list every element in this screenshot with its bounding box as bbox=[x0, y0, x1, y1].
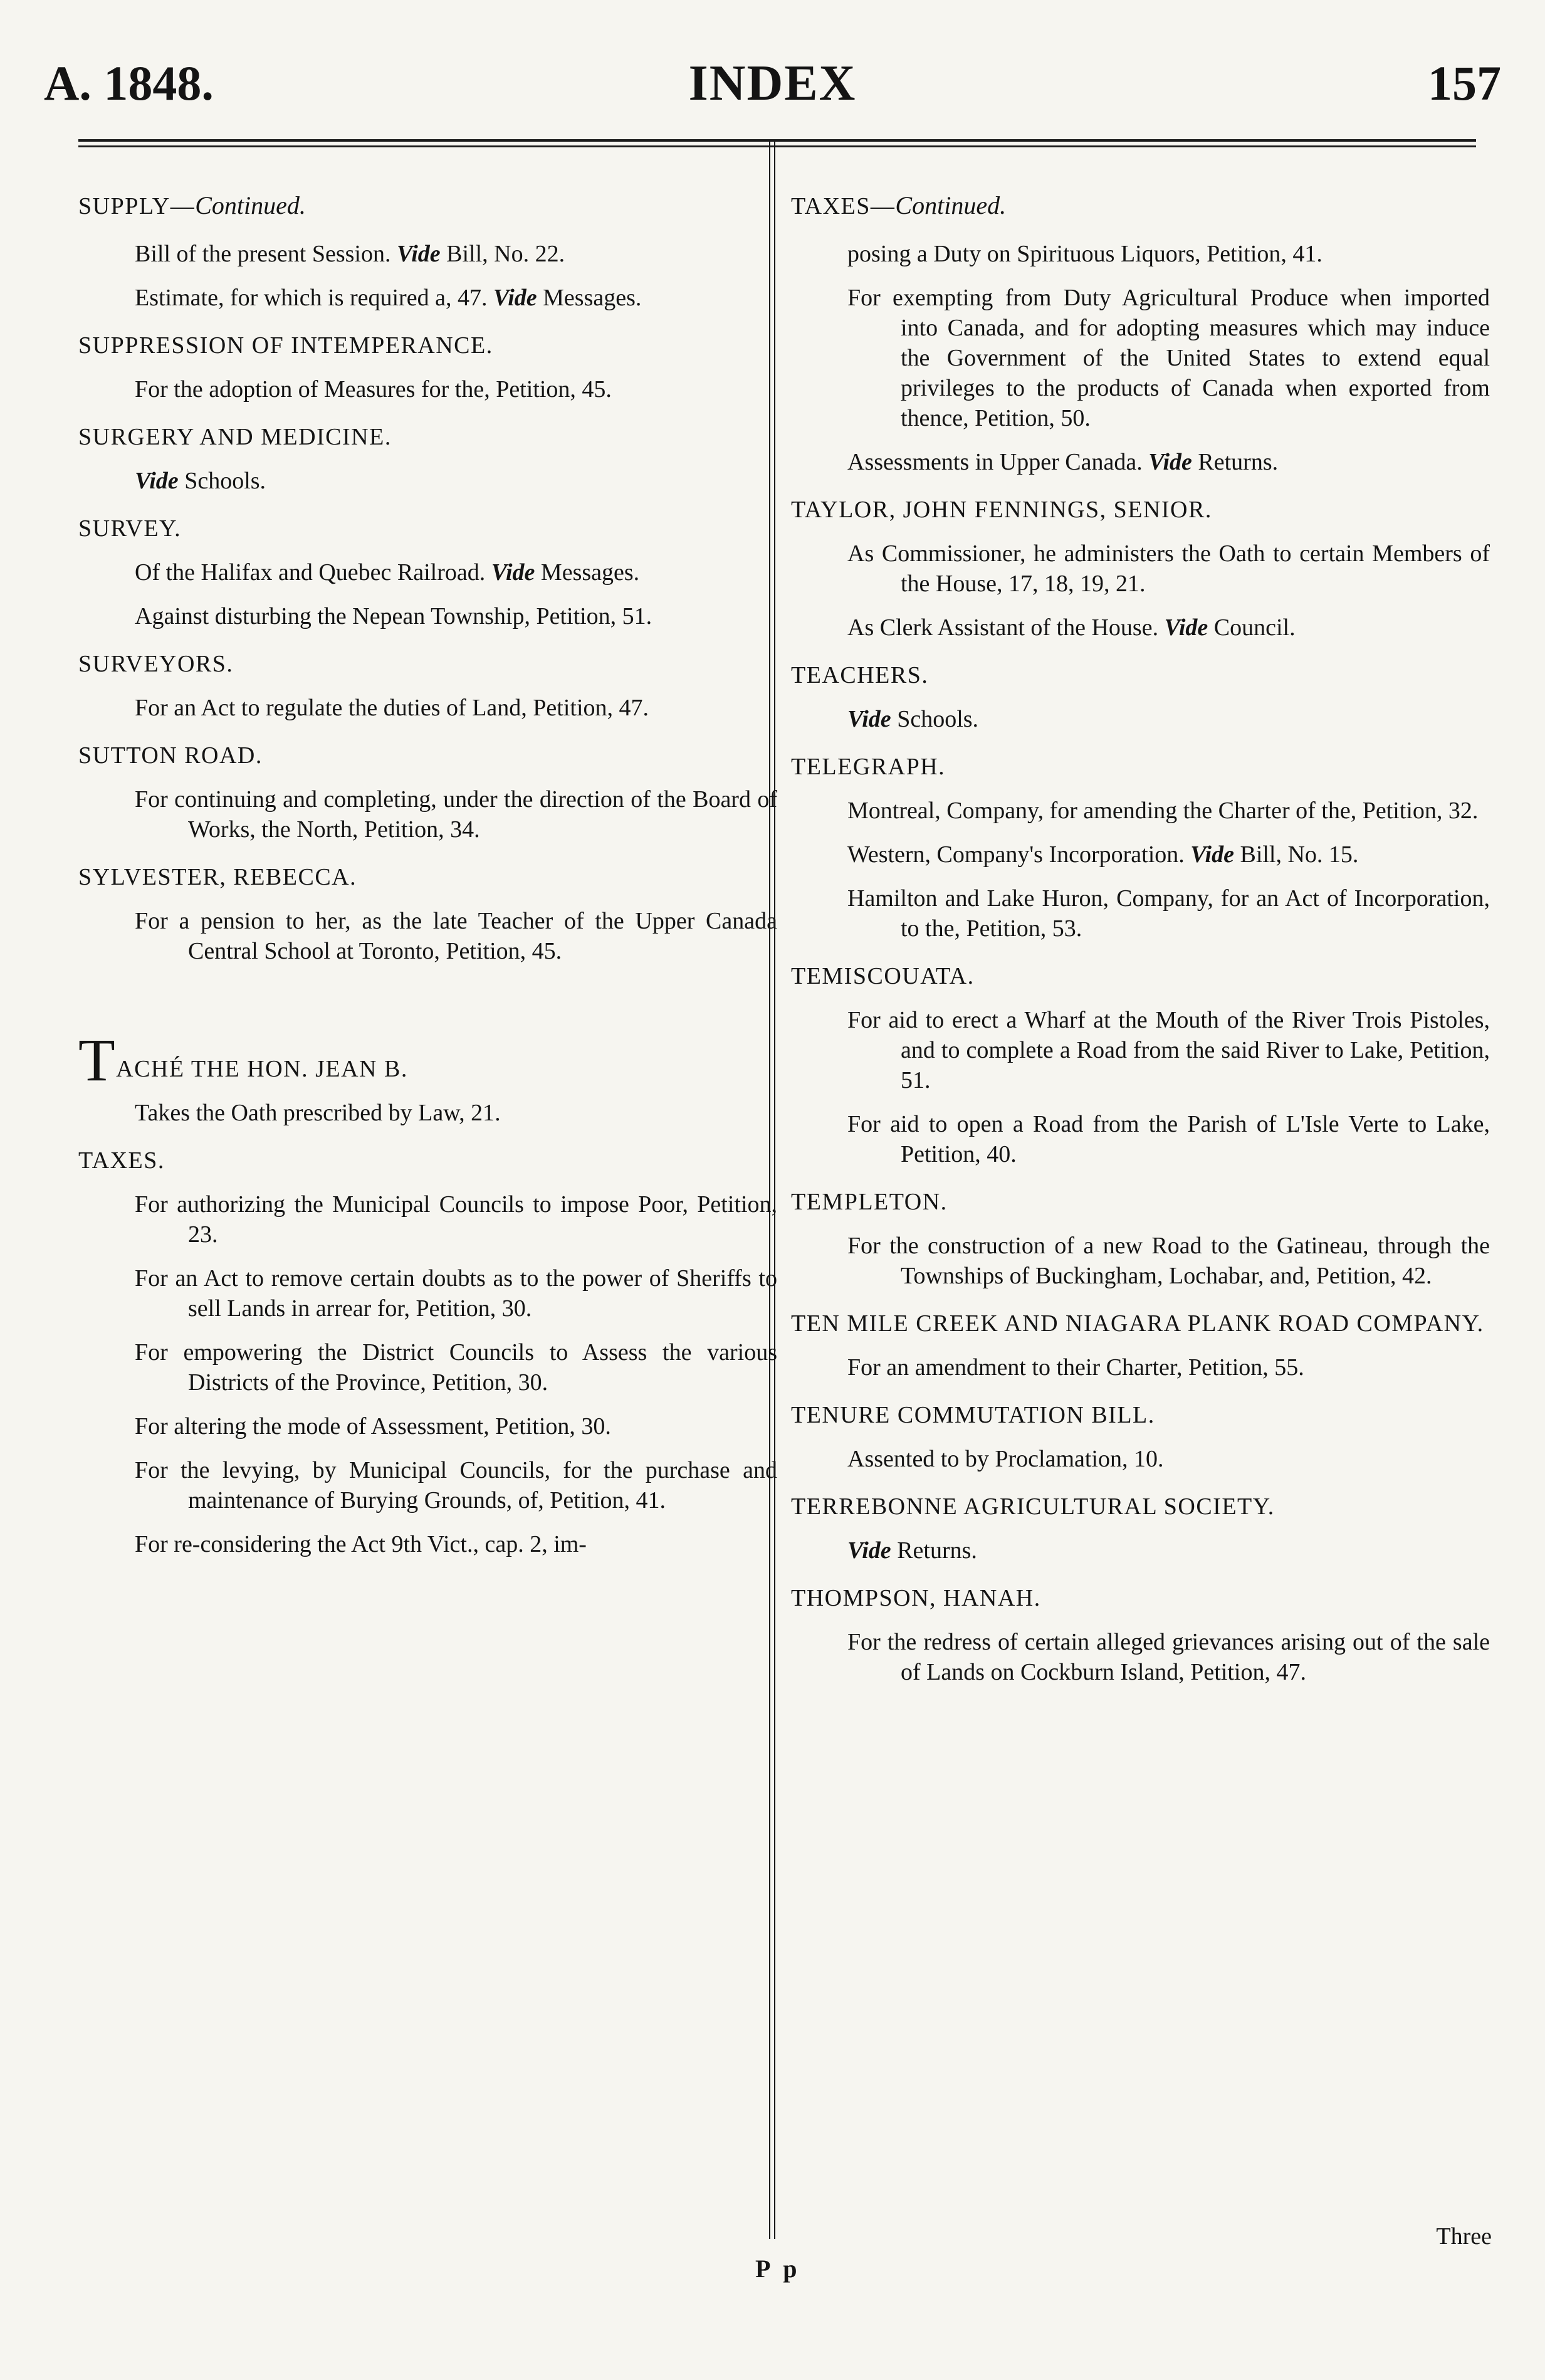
index-entry bbox=[78, 1529, 777, 1559]
index-heading bbox=[791, 1308, 1490, 1339]
index-heading bbox=[791, 495, 1490, 525]
entry-text: Bill of the present Session. bbox=[135, 241, 397, 267]
entry-text: posing a Duty on Spirituous Liquors, Petition, 41. bbox=[847, 241, 1322, 267]
entry-text: For empowering the District Councils to Assess the various Districts of the Province, Petition, 30. bbox=[135, 1339, 777, 1396]
index-heading bbox=[791, 1400, 1490, 1430]
heading-text: TERREBONNE AGRICULTURAL SOCIETY. bbox=[791, 1493, 1275, 1520]
index-entry bbox=[78, 1411, 777, 1441]
index-entry bbox=[78, 1263, 777, 1324]
right-column bbox=[791, 177, 1490, 1687]
entry-text: For an Act to remove certain doubts as to the power of Sheriffs to sell Lands in arrear for, Petition, 30. bbox=[135, 1265, 777, 1322]
entry-text: As Clerk Assistant of the House. bbox=[847, 614, 1165, 641]
heading-text: TENURE COMMUTATION BILL. bbox=[791, 1402, 1155, 1428]
heading-text: SURVEYORS. bbox=[78, 651, 234, 677]
entry-text: For exempting from Duty Agricultural Produce when imported into Canada, and for adopting measures which may induce the Government of the United States to extend equal privileges to the products of Canada when exported from thence, Petition, 50. bbox=[847, 285, 1490, 431]
page-title: INDEX bbox=[688, 56, 857, 111]
index-heading bbox=[78, 862, 777, 892]
year-label: A. 1848. bbox=[44, 56, 214, 110]
index-entry bbox=[791, 840, 1490, 870]
index-heading bbox=[791, 191, 1490, 221]
index-heading bbox=[78, 422, 777, 452]
entry-text: Estimate, for which is required a, 47. bbox=[135, 285, 493, 311]
heading-text: ACHÉ THE HON. JEAN B. bbox=[116, 1056, 408, 1082]
header-rule-double bbox=[78, 145, 1476, 147]
reference-target: Bill, No. 22. bbox=[440, 241, 565, 267]
index-entry bbox=[791, 1231, 1490, 1291]
vide-reference: Vide bbox=[847, 706, 891, 732]
heading-text: SUPPRESSION OF INTEMPERANCE. bbox=[78, 332, 493, 359]
heading-text: SYLVESTER, REBECCA. bbox=[78, 864, 357, 890]
index-entry bbox=[78, 601, 777, 631]
continued-label: Continued. bbox=[195, 191, 306, 219]
index-heading bbox=[78, 513, 777, 544]
reference-target: Messages. bbox=[535, 559, 640, 586]
index-entry bbox=[78, 1098, 777, 1128]
entry-text: Hamilton and Lake Huron, Company, for an Act of Incorporation, to the, Petition, 53. bbox=[847, 885, 1490, 942]
index-heading bbox=[78, 330, 777, 361]
entry-text: Takes the Oath prescribed by Law, 21. bbox=[135, 1100, 501, 1126]
entry-text: For altering the mode of Assessment, Petition, 30. bbox=[135, 1413, 611, 1440]
heading-text: TEMISCOUATA. bbox=[791, 963, 975, 989]
index-heading bbox=[78, 740, 777, 771]
index-entry bbox=[791, 1352, 1490, 1382]
entry-text: For aid to open a Road from the Parish of L'Isle Verte to Lake, Petition, 40. bbox=[847, 1111, 1490, 1167]
vide-reference: Vide bbox=[847, 1537, 891, 1564]
heading-text: SUPPLY— bbox=[78, 193, 196, 219]
vide-reference: Vide bbox=[491, 559, 535, 586]
index-entry bbox=[78, 283, 777, 313]
index-heading bbox=[78, 649, 777, 679]
entry-text: Montreal, Company, for amending the Charter of the, Petition, 32. bbox=[847, 798, 1479, 824]
page-number: 157 bbox=[1428, 56, 1501, 110]
entry-text: As Commissioner, he administers the Oath to certain Members of the House, 17, 18, 19, 21. bbox=[847, 540, 1490, 597]
reference-target: Returns. bbox=[891, 1537, 977, 1564]
reference-target: Messages. bbox=[537, 285, 642, 311]
index-entry bbox=[791, 1109, 1490, 1169]
entry-text: For an amendment to their Charter, Petition, 55. bbox=[847, 1354, 1304, 1381]
heading-text: TAYLOR, JOHN FENNINGS, SENIOR. bbox=[791, 497, 1212, 523]
page-header bbox=[44, 44, 1501, 138]
entry-text: Assented to by Proclamation, 10. bbox=[847, 1446, 1164, 1472]
heading-text: TEACHERS. bbox=[791, 662, 929, 688]
index-heading bbox=[791, 961, 1490, 991]
index-entry bbox=[791, 613, 1490, 643]
heading-text: THOMPSON, HANAH. bbox=[791, 1585, 1041, 1611]
entry-text: Of the Halifax and Quebec Railroad. bbox=[135, 559, 491, 586]
index-heading bbox=[791, 752, 1490, 782]
heading-text: SURGERY AND MEDICINE. bbox=[78, 424, 392, 450]
index-entry bbox=[791, 447, 1490, 477]
vide-reference: Vide bbox=[493, 285, 537, 311]
heading-text: SURVEY. bbox=[78, 515, 182, 542]
index-entry bbox=[78, 557, 777, 587]
entry-text: Western, Company's Incorporation. bbox=[847, 841, 1191, 868]
index-entry bbox=[791, 239, 1490, 269]
header-rule bbox=[78, 139, 1476, 142]
index-entry bbox=[791, 539, 1490, 599]
entry-text: For a pension to her, as the late Teacher of the Upper Canada Central School at Toronto, Petition, 45. bbox=[135, 908, 777, 964]
index-entry bbox=[791, 1005, 1490, 1095]
catchword: Three bbox=[1436, 2223, 1492, 2250]
heading-text: TEMPLETON. bbox=[791, 1189, 948, 1215]
drop-cap-initial: T bbox=[78, 1026, 117, 1093]
entry-text: For re-considering the Act 9th Vict., cap. 2, im- bbox=[135, 1531, 587, 1557]
reference-target: Schools. bbox=[178, 468, 266, 494]
entry-text: For aid to erect a Wharf at the Mouth of the River Trois Pistoles, and to complete a Road from the said River to Lake, Petition, 51. bbox=[847, 1007, 1490, 1093]
vide-reference: Vide bbox=[1190, 841, 1234, 868]
index-heading bbox=[78, 191, 777, 221]
reference-target: Bill, No. 15. bbox=[1233, 841, 1359, 868]
index-entry bbox=[78, 693, 777, 723]
reference-target: Returns. bbox=[1191, 449, 1279, 475]
index-entry bbox=[791, 704, 1490, 734]
heading-text: SUTTON ROAD. bbox=[78, 742, 263, 769]
index-heading bbox=[791, 1583, 1490, 1613]
continued-label: Continued. bbox=[895, 191, 1007, 219]
vide-reference: Vide bbox=[396, 241, 441, 267]
index-entry bbox=[791, 796, 1490, 826]
index-heading bbox=[791, 660, 1490, 690]
index-entry bbox=[78, 466, 777, 496]
signature-mark: P p bbox=[755, 2255, 801, 2283]
index-entry bbox=[78, 906, 777, 966]
heading-text: TAXES. bbox=[78, 1147, 165, 1174]
entry-text: For continuing and completing, under the direction of the Board of Works, the North, Petition, 34. bbox=[135, 786, 777, 843]
index-entry bbox=[791, 1444, 1490, 1474]
heading-text: TAXES— bbox=[791, 193, 896, 219]
heading-text: TELEGRAPH. bbox=[791, 754, 946, 780]
index-entry bbox=[78, 239, 777, 269]
index-entry bbox=[78, 1455, 777, 1515]
left-column bbox=[78, 177, 777, 1559]
index-entry bbox=[791, 883, 1490, 944]
entry-text: For the adoption of Measures for the, Petition, 45. bbox=[135, 376, 612, 403]
entry-text: Assessments in Upper Canada. bbox=[847, 449, 1149, 475]
reference-target: Schools. bbox=[891, 706, 979, 732]
entry-text: For the construction of a new Road to the Gatineau, through the Townships of Buckingham, Lochabar, and, Petition, 42. bbox=[847, 1233, 1490, 1289]
index-entry bbox=[78, 374, 777, 404]
index-heading bbox=[791, 1492, 1490, 1522]
vide-reference: Vide bbox=[1148, 449, 1192, 475]
index-heading bbox=[791, 1187, 1490, 1217]
index-entry bbox=[78, 1337, 777, 1398]
index-entry bbox=[791, 1627, 1490, 1687]
entry-text: Against disturbing the Nepean Township, Petition, 51. bbox=[135, 603, 652, 629]
index-heading bbox=[78, 1145, 777, 1176]
entry-text: For the levying, by Municipal Councils, for the purchase and maintenance of Burying Grounds, of, Petition, 41. bbox=[135, 1457, 777, 1514]
index-entry bbox=[78, 1189, 777, 1250]
entry-text: For the redress of certain alleged grievances arising out of the sale of Lands on Cockburn Island, Petition, 47. bbox=[847, 1629, 1490, 1685]
reference-target: Council. bbox=[1208, 614, 1296, 641]
vide-reference: Vide bbox=[135, 468, 179, 494]
index-entry bbox=[78, 784, 777, 845]
index-entry bbox=[791, 1535, 1490, 1566]
vide-reference: Vide bbox=[1164, 614, 1208, 641]
heading-text: TEN MILE CREEK AND NIAGARA PLANK ROAD COMPANY. bbox=[791, 1310, 1484, 1337]
entry-text: For an Act to regulate the duties of Land, Petition, 47. bbox=[135, 695, 649, 721]
index-entry bbox=[791, 283, 1490, 433]
index-heading bbox=[78, 1026, 777, 1093]
entry-text: For authorizing the Municipal Councils to impose Poor, Petition, 23. bbox=[135, 1191, 777, 1248]
